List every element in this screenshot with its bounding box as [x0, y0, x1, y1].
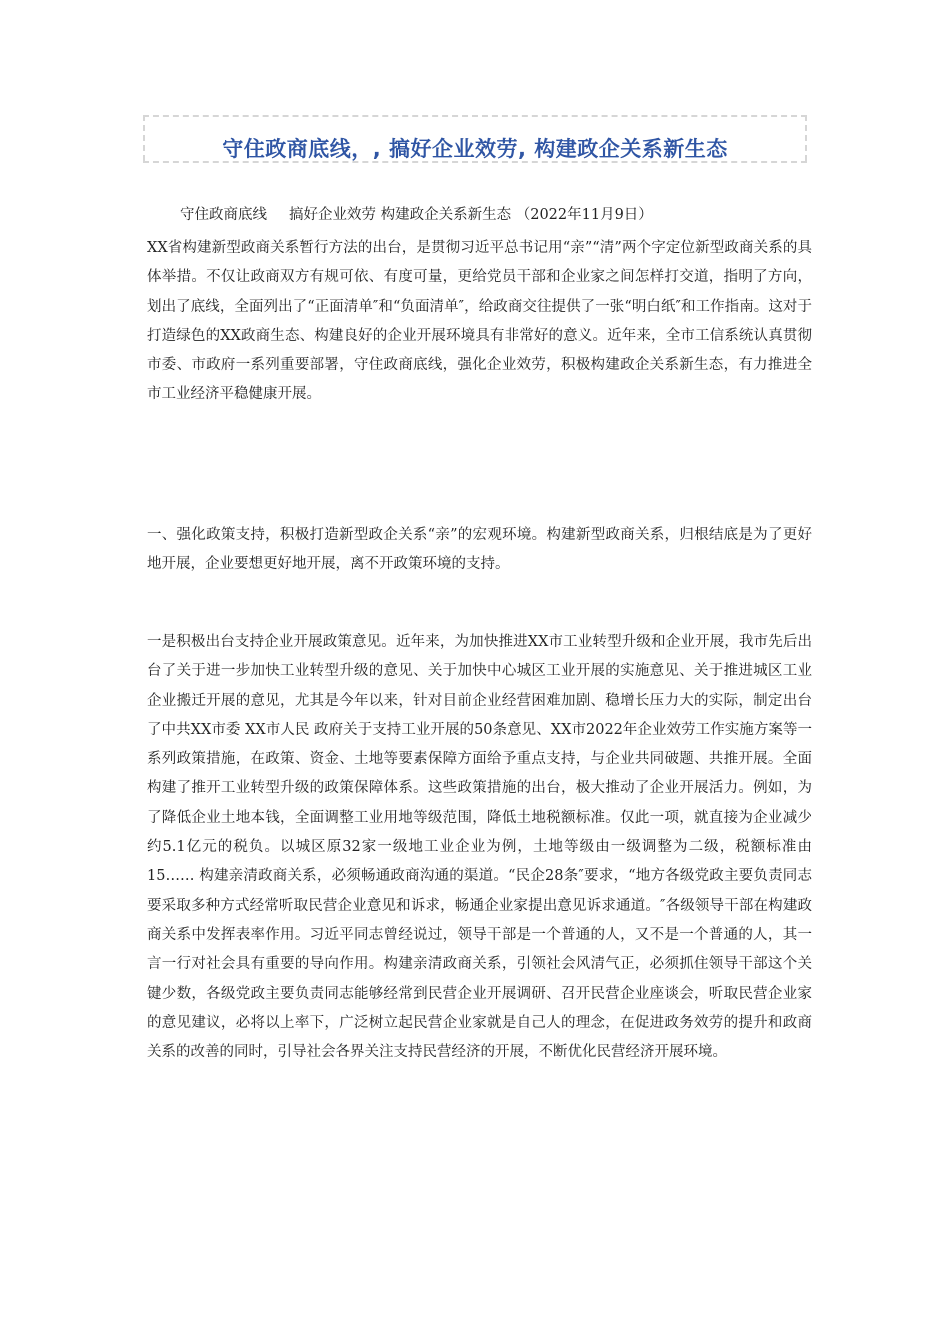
document-subtitle — [180, 204, 820, 226]
body-paragraph-section-one: 一、强化政策支持，积极打造新型政企关系“亲”的宏观环境。构建新型政商关系，归根结底是为了更好地开展，企业要想更好地开展，离不开政策环境的支持。 — [147, 527, 812, 573]
document-title: 守住政商底线，, 搞好企业效劳, 构建政企关系新生态 — [222, 137, 728, 161]
subtitle-part-2: 搞好企业效劳 构建政企关系新生态 （2022年11月9日） — [289, 207, 653, 223]
body-paragraph-policy: 一是积极出台支持企业开展政策意见。近年来，为加快推进XX市工业转型升级和企业开展，我市先后出台了关于进一步加快工业转型升级的意见、关于加快中心城区工业开展的实施意见、关于推进城区工业企业搬迁开展的意见，尤其是今年以来，针对目前企业经营困难加剧、稳增长压力大的实际，制定出台了中共XX市委 XX市人民 政府关于支持工业开展的50条意见、XX市2022年企业效劳工作实施方案等一系列政策措施，在政策、资金、土地等要素保障方面给予重点支持，与企业共同破题、共推开展。全面构建了推开工业转型升级的政策保障体系。这些政策措施的出台，极大推动了企业开展活力。例如，为了降低企业土地本钱，全面调整工业用地等级范围，降低土地税额标准。仅此一项，就直接为企业减少约5.1亿元的税负。以城区原32家一级地工业企业为例，土地等级由一级调整为二级，税额标准由15…… 构建亲清政商关系，必须畅通政商沟通的渠道。“民企28条″要求，“地方各级党政主要负责同志要采取多种方式经常听取民营企业意见和诉求，畅通企业家提出意见诉求通道。″各级领导干部在构建政商关系中发挥表率作用。习近平同志曾经说过，领导干部是一个普通的人，又不是一个普通的人，其一言一行对社会具有重要的导向作用。构建亲清政商关系，引领社会风清气正，必须抓住领导干部这个关键少数，各级党政主要负责同志能够经常到民营企业开展调研、召开民营企业座谈会，听取民营企业家的意见建议，必将以上率下，广泛树立起民营企业家就是自己人的理念，在促进政务效劳的提升和政商关系的改善的同时，引导社会各界关注支持民营经济的开展，不断优化民营经济开展环境。 — [147, 634, 812, 1061]
subtitle-part-1: 守住政商底线 — [180, 207, 267, 223]
body-paragraph-intro: XX省构建新型政商关系暂行方法的出台，是贯彻习近平总书记用“亲”“清”两个字定位新型政商关系的具体举措。不仅让政商双方有规可依、有度可量，更给党员干部和企业家之间怎样打交道，指明了方向，划出了底线，全面列出了“正面清单″和“负面清单″，给政商交往提供了一张“明白纸″和工作指南。这对于打造绿色的XX政商生态、构建良好的企业开展环境具有非常好的意义。近年来，全市工信系统认真贯彻市委、市政府一系列重要部署，守住政商底线，强化企业效劳，积极构建政企关系新生态，有力推进全市工业经济平稳健康开展。 — [147, 240, 812, 403]
